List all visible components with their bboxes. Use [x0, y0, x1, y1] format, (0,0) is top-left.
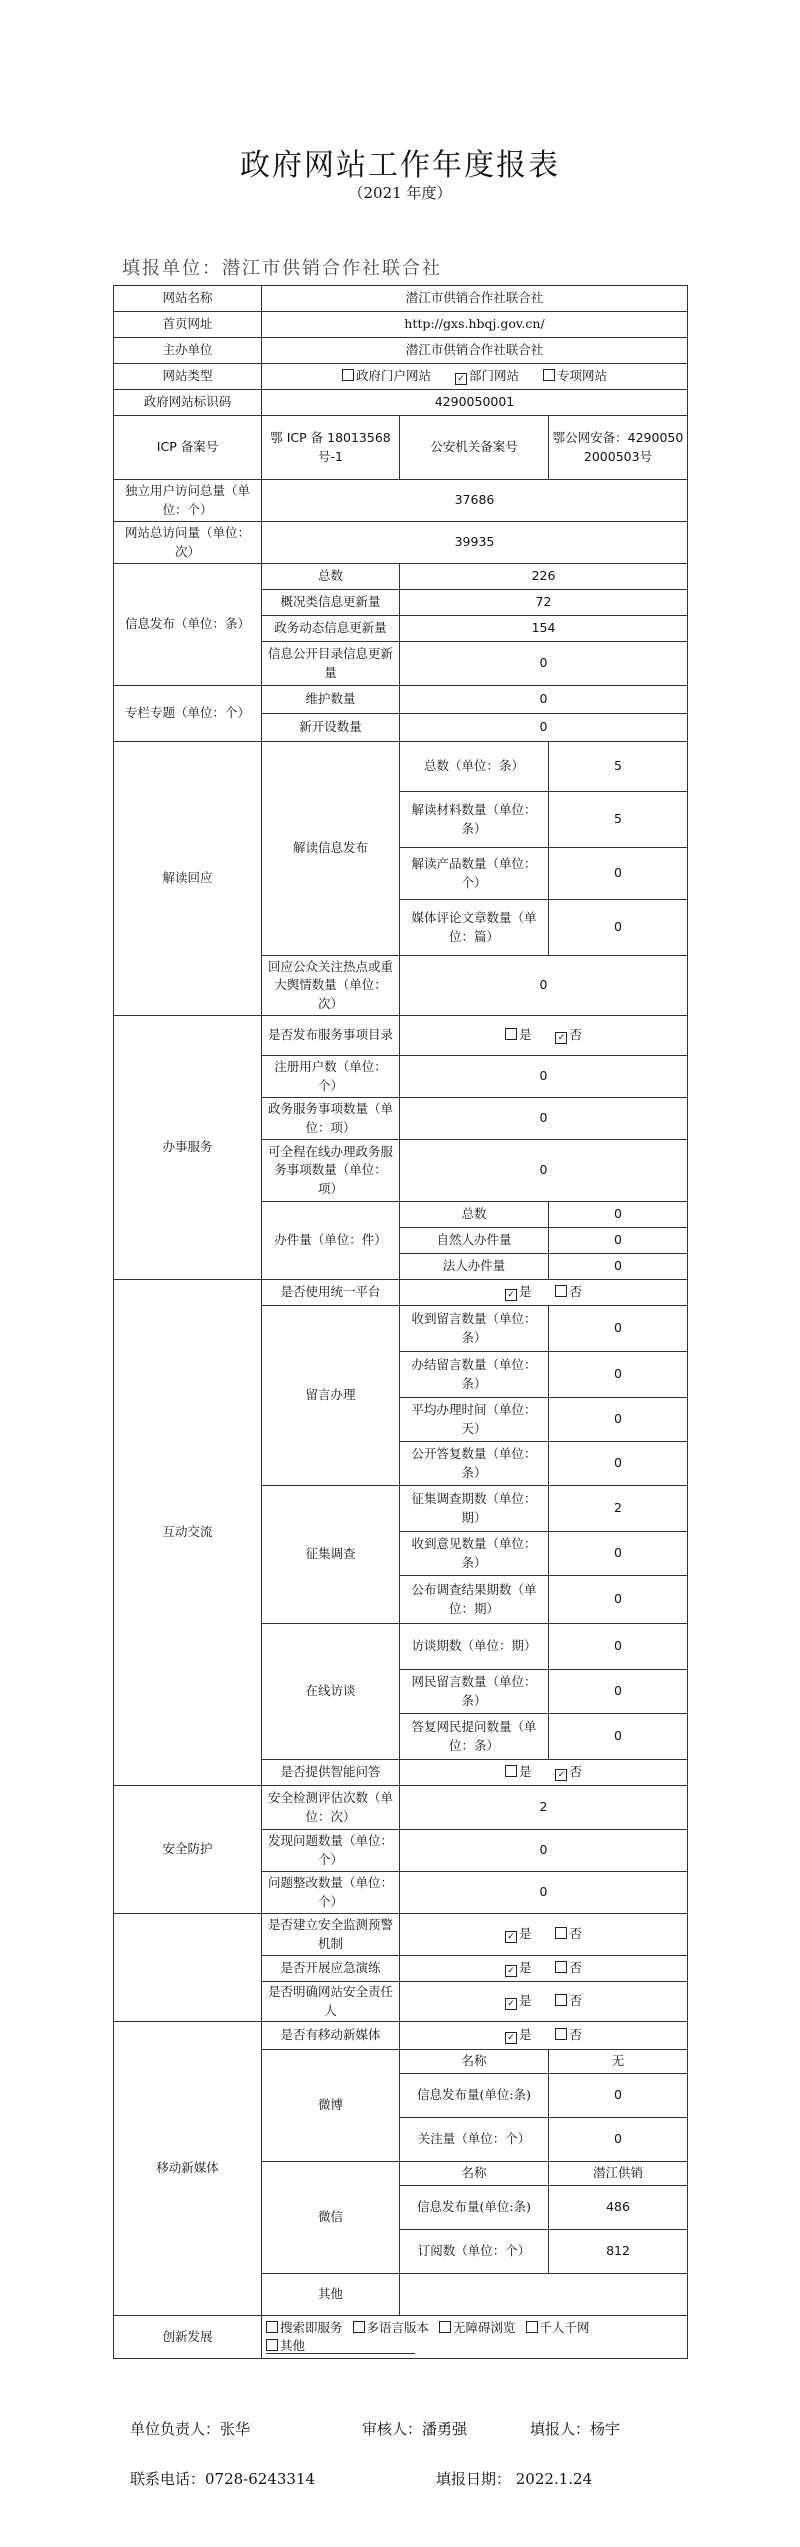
wechat-posts-label: 信息发布量(单位:条) [400, 2186, 549, 2230]
checkbox-checked-icon: ✓ [505, 1931, 517, 1943]
weibo-label: 微博 [262, 2050, 400, 2162]
public-reply-label: 公开答复数量（单位：条） [400, 1442, 549, 1486]
items-value: 0 [400, 1098, 688, 1140]
page-views-label: 网站总访问量（单位：次） [114, 522, 262, 564]
site-name-value: 潜江市供销合作社联合社 [262, 286, 688, 312]
home-url-label: 首页网址 [114, 312, 262, 338]
fixed-value: 0 [400, 1872, 688, 1914]
wechat-posts-value: 486 [549, 2186, 688, 2230]
type-special-option[interactable]: 专项网站 [543, 368, 607, 383]
tests-value: 2 [400, 1786, 688, 1830]
done-label: 办结留言数量（单位：条） [400, 1352, 549, 1398]
checkbox-icon [555, 1285, 567, 1297]
security-section-label: 安全防护 [114, 1786, 262, 1914]
innovation-options [262, 2316, 688, 2359]
unique-visitors-value: 37686 [262, 480, 688, 522]
owner-label: 是否明确网站安全责任人 [262, 1982, 400, 2022]
site-code-label: 政府网站标识码 [114, 390, 262, 416]
maintain-value: 0 [400, 686, 688, 714]
interpret-section-label: 解读回应 [114, 742, 262, 1016]
owner-options [400, 1982, 688, 2022]
info-total-label: 总数 [262, 564, 400, 590]
talk-answers-label: 答复网民提问数量（单位：条） [400, 1714, 549, 1760]
survey-results-label: 公布调查结果期数（单位：期） [400, 1576, 549, 1624]
media-section-label: 移动新媒体 [114, 2022, 262, 2316]
weibo-name-label: 名称 [400, 2050, 549, 2074]
innovation-section-label: 创新发展 [114, 2316, 262, 2359]
legal-label: 法人办件量 [400, 1254, 549, 1280]
checkbox-checked-icon: ✓ [505, 2032, 517, 2044]
owner-no-option[interactable]: 否 [555, 1993, 582, 2008]
site-name-label: 网站名称 [114, 286, 262, 312]
icp-label: ICP 备案号 [114, 416, 262, 480]
interpret-total-label: 总数（单位：条） [400, 742, 549, 792]
public-reply-value: 0 [549, 1442, 688, 1486]
checkbox-icon [555, 1961, 567, 1973]
monitor-label: 是否建立安全监测预警机制 [262, 1914, 400, 1956]
footer-date: 填报日期： 2022.1.24 [436, 2470, 593, 2488]
survey-label: 征集调查 [262, 1486, 400, 1624]
footer-reviewer: 审核人：潘勇强 [362, 2420, 468, 2438]
footer-head: 单位负责人：张华 [130, 2420, 251, 2438]
open-dir-label: 信息公开目录信息更新量 [262, 642, 400, 686]
respond-label: 回应公众关注热点或重大舆情数量（单位：次） [262, 956, 400, 1016]
weibo-follow-value: 0 [549, 2118, 688, 2162]
checkbox-checked-icon: ✓ [455, 373, 467, 385]
wechat-subs-label: 订阅数（单位：个） [400, 2230, 549, 2274]
media-no-option[interactable]: 否 [555, 2027, 582, 2042]
checkbox-icon [555, 2028, 567, 2040]
platform-options [400, 1280, 688, 1306]
products-value: 0 [549, 848, 688, 900]
media-articles-label: 媒体评论文章数量（单位：篇） [400, 900, 549, 956]
talk-msgs-label: 网民留言数量（单位：条） [400, 1670, 549, 1714]
opinions-label: 收到意见数量（单位：条） [400, 1532, 549, 1576]
platform-yes-option[interactable]: ✓ 是 [505, 1284, 532, 1299]
done-value: 0 [549, 1352, 688, 1398]
home-url-value: http://gxs.hbqj.gov.cn/ [262, 312, 688, 338]
checkbox-icon [505, 1765, 517, 1777]
respond-value: 0 [400, 956, 688, 1016]
survey-periods-label: 征集调查期数（单位：期） [400, 1486, 549, 1532]
drill-yes-option[interactable]: ✓ 是 [505, 1960, 532, 1975]
weibo-posts-value: 0 [549, 2074, 688, 2118]
innov-search-option[interactable]: 搜索即服务 [266, 2320, 343, 2335]
checkbox-checked-icon: ✓ [505, 1965, 517, 1977]
publish-yes-option[interactable]: 是 [505, 1027, 532, 1042]
owner-yes-option[interactable]: ✓ 是 [505, 1993, 532, 2008]
page-views-value: 39935 [262, 522, 688, 564]
online-items-value: 0 [400, 1140, 688, 1202]
checkbox-icon [439, 2321, 451, 2333]
monitor-no-option[interactable]: 否 [555, 1926, 582, 1941]
handle-total-label: 总数 [400, 1202, 549, 1228]
checkbox-icon [526, 2321, 538, 2333]
materials-label: 解读材料数量（单位：条） [400, 792, 549, 848]
maintain-label: 维护数量 [262, 686, 400, 714]
site-type-label: 网站类型 [114, 364, 262, 390]
media-yes-option[interactable]: ✓ 是 [505, 2027, 532, 2042]
talk-msgs-value: 0 [549, 1670, 688, 1714]
innov-other-option[interactable]: 其他 [266, 2338, 415, 2354]
found-label: 发现问题数量（单位：个） [262, 1830, 400, 1872]
avg-time-value: 0 [549, 1398, 688, 1442]
publish-no-option[interactable]: ✓ 否 [555, 1027, 582, 1042]
police-label: 公安机关备案号 [400, 416, 549, 480]
products-label: 解读产品数量（单位：个） [400, 848, 549, 900]
monitor-yes-option[interactable]: ✓ 是 [505, 1926, 532, 1941]
smart-yes-option[interactable]: 是 [505, 1764, 532, 1779]
smart-qa-options [400, 1760, 688, 1786]
received-label: 收到留言数量（单位：条） [400, 1306, 549, 1352]
checkbox-checked-icon: ✓ [555, 1032, 567, 1044]
interpret-total-value: 5 [549, 742, 688, 792]
found-value: 0 [400, 1830, 688, 1872]
checkbox-icon [555, 1994, 567, 2006]
drill-no-option[interactable]: 否 [555, 1960, 582, 1975]
new-columns-value: 0 [400, 714, 688, 742]
checkbox-icon [266, 2321, 278, 2333]
innov-accessibility-option[interactable]: 无障碍浏览 [439, 2320, 516, 2335]
wechat-label: 微信 [262, 2162, 400, 2274]
platform-label: 是否使用统一平台 [262, 1280, 400, 1306]
publish-dir-label: 是否发布服务事项目录 [262, 1016, 400, 1056]
msg-handling-label: 留言办理 [262, 1306, 400, 1486]
natural-label: 自然人办件量 [400, 1228, 549, 1254]
page-title: 政府网站工作年度报表 [240, 148, 560, 183]
media-articles-value: 0 [549, 900, 688, 956]
survey-periods-value: 2 [549, 1486, 688, 1532]
checkbox-icon [543, 369, 555, 381]
interview-label: 在线访谈 [262, 1624, 400, 1760]
fixed-label: 问题整改数量（单位：个） [262, 1872, 400, 1914]
weibo-name-value: 无 [549, 2050, 688, 2074]
report-table [113, 285, 688, 2359]
info-total-value: 226 [400, 564, 688, 590]
checkbox-icon [505, 1028, 517, 1040]
wechat-subs-value: 812 [549, 2230, 688, 2274]
checkbox-checked-icon: ✓ [505, 1998, 517, 2010]
online-items-label: 可全程在线办理政务服务事项数量（单位：项） [262, 1140, 400, 1202]
columns-section-label: 专栏专题（单位：个） [114, 686, 262, 742]
checkbox-checked-icon: ✓ [555, 1769, 567, 1781]
wechat-name-label: 名称 [400, 2162, 549, 2186]
has-media-label: 是否有移动新媒体 [262, 2022, 400, 2050]
new-columns-label: 新开设数量 [262, 714, 400, 742]
host-unit-label: 主办单位 [114, 338, 262, 364]
interact-section-label: 互动交流 [114, 1280, 262, 1786]
avg-time-label: 平均办理时间（单位：天） [400, 1398, 549, 1442]
checkbox-icon [342, 369, 354, 381]
other-media-value [400, 2274, 688, 2316]
innov-personalized-option[interactable]: 千人千网 [526, 2320, 590, 2335]
footer-phone: 联系电话：0728-6243314 [130, 2470, 316, 2488]
drill-options [400, 1956, 688, 1982]
talk-periods-value: 0 [549, 1624, 688, 1670]
news-value: 154 [400, 616, 688, 642]
icp-value: 鄂 ICP 备 18013568 号-1 [262, 416, 400, 480]
checkbox-icon [555, 1927, 567, 1939]
overview-label: 概况类信息更新量 [262, 590, 400, 616]
service-section-label: 办事服务 [114, 1016, 262, 1280]
open-dir-value: 0 [400, 642, 688, 686]
overview-value: 72 [400, 590, 688, 616]
unique-visitors-label: 独立用户访问总量（单位：个） [114, 480, 262, 522]
checkbox-icon [266, 2339, 278, 2351]
smart-qa-label: 是否提供智能问答 [262, 1760, 400, 1786]
police-value: 鄂公网安备：42900502000503号 [549, 416, 688, 480]
opinions-value: 0 [549, 1532, 688, 1576]
has-media-options [400, 2022, 688, 2050]
tests-label: 安全检测评估次数（单位：次） [262, 1786, 400, 1830]
drill-label: 是否开展应急演练 [262, 1956, 400, 1982]
interpret-release-label: 解读信息发布 [262, 742, 400, 956]
natural-value: 0 [549, 1228, 688, 1254]
wechat-name-value: 潜江供销 [549, 2162, 688, 2186]
users-label: 注册用户数（单位：个） [262, 1056, 400, 1098]
smart-no-option[interactable]: ✓ 否 [555, 1764, 582, 1779]
news-label: 政务动态信息更新量 [262, 616, 400, 642]
monitor-options [400, 1914, 688, 1956]
platform-no-option[interactable]: 否 [555, 1284, 582, 1299]
reporting-unit: 填报单位：潜江市供销合作社联合社 [122, 258, 442, 279]
talk-answers-value: 0 [549, 1714, 688, 1760]
items-label: 政务服务事项数量（单位：项） [262, 1098, 400, 1140]
publish-dir-options [400, 1016, 688, 1056]
type-department-option[interactable]: ✓ 部门网站 [455, 368, 519, 383]
security-blank-cell [114, 1914, 262, 2022]
host-unit-value: 潜江市供销合作社联合社 [262, 338, 688, 364]
checkbox-icon [353, 2321, 365, 2333]
handle-total-value: 0 [549, 1202, 688, 1228]
weibo-follow-label: 关注量（单位：个） [400, 2118, 549, 2162]
info-section-label: 信息发布（单位：条） [114, 564, 262, 686]
talk-periods-label: 访谈期数（单位：期） [400, 1624, 549, 1670]
materials-value: 5 [549, 792, 688, 848]
users-value: 0 [400, 1056, 688, 1098]
other-media-label: 其他 [262, 2274, 400, 2316]
survey-results-value: 0 [549, 1576, 688, 1624]
handle-label: 办件量（单位：件） [262, 1202, 400, 1280]
received-value: 0 [549, 1306, 688, 1352]
type-portal-option[interactable]: 政府门户网站 [342, 368, 431, 383]
page-subtitle: （2021 年度） [348, 184, 452, 202]
checkbox-checked-icon: ✓ [505, 1289, 517, 1301]
legal-value: 0 [549, 1254, 688, 1280]
site-type-options [262, 364, 688, 390]
weibo-posts-label: 信息发布量(单位:条) [400, 2074, 549, 2118]
site-code-value: 4290050001 [262, 390, 688, 416]
footer-filler: 填报人：杨宇 [530, 2420, 621, 2438]
innov-multilang-option[interactable]: 多语言版本 [353, 2320, 430, 2335]
